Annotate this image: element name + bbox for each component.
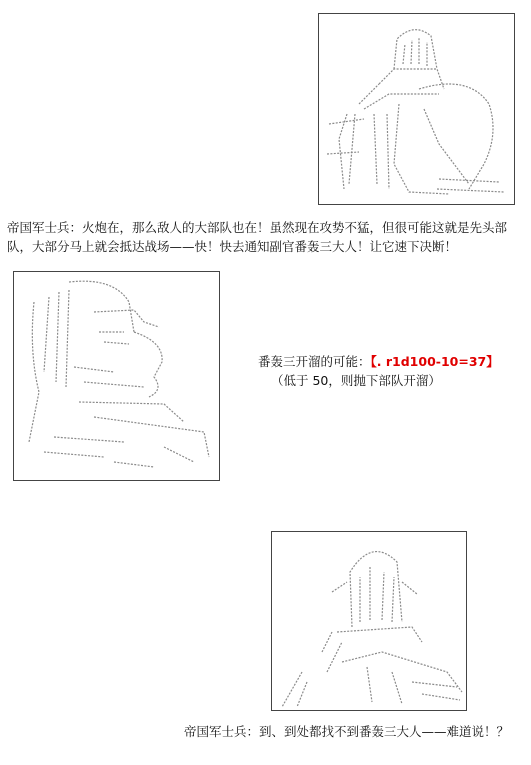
dialogue-line-2: 队，大部分马上就会抵达战场——快！快去通知副官番轰三大人！让它速下决断！ (7, 239, 458, 254)
roll-label: 番轰三开溜的可能： (258, 354, 371, 369)
aa-art-soldier-on-hill (272, 532, 467, 711)
roll-note: （低于 50，则抛下部队开溜） (271, 373, 441, 388)
dialogue-line-1: 帝国军士兵：火炮在，那么敌人的大部队也在！虽然现在攻势不猛，但很可能这就是先头部 (7, 220, 508, 235)
aa-art-frame-middle (13, 271, 220, 481)
aa-art-character-portrait (14, 272, 220, 481)
aa-art-frame-bottom (271, 531, 467, 711)
dialogue-bottom: 帝国军士兵：到、到处都找不到番轰三大人——难道说！？ (184, 724, 510, 739)
roll-line (258, 352, 499, 371)
aa-art-robot-soldier (319, 14, 515, 205)
roll-value: 【. r1d100-10=37】 (370, 354, 499, 369)
aa-art-frame-top (318, 13, 515, 205)
